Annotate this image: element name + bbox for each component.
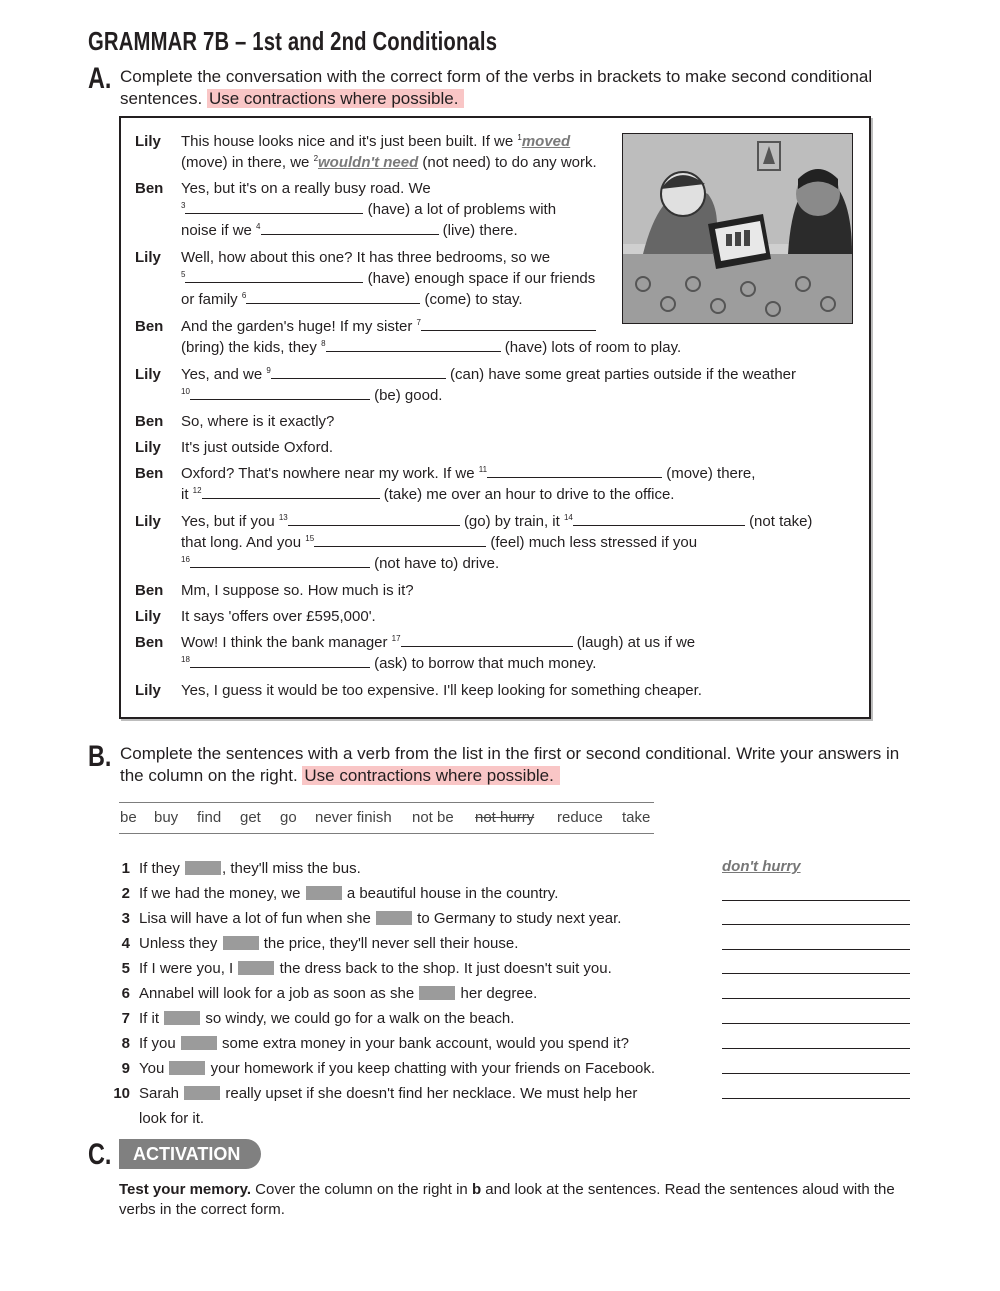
section-c-letter: C. — [88, 1138, 112, 1171]
answer-2: wouldn't need — [318, 154, 419, 171]
text: Annabel will look for a job as soon as she — [139, 985, 415, 1002]
text: (take) me over an hour to drive to the office. — [383, 486, 675, 503]
answer-line-9[interactable] — [722, 1072, 910, 1074]
text-bold: b — [471, 1181, 482, 1198]
speaker-label: Ben — [135, 465, 164, 482]
speaker-label: Ben — [135, 582, 164, 599]
question-text — [139, 956, 612, 981]
blank-9[interactable] — [271, 364, 446, 379]
text: the dress back to the shop. It just doesn't suit you. — [279, 960, 612, 977]
text: the price, they'll never sell their house. — [263, 935, 519, 952]
text: really upset if she doesn't find her necklace. We must help her — [225, 1085, 638, 1102]
text: (have) a lot of problems with — [367, 201, 557, 218]
verb-gap — [164, 1011, 200, 1025]
question-number: 5 — [121, 960, 130, 977]
text: Yes, but it's on a really busy road. We — [181, 180, 431, 197]
blank-18[interactable] — [190, 653, 370, 668]
verb-gap — [185, 861, 221, 875]
word-list-item: take — [622, 809, 651, 826]
speaker-label: Ben — [135, 318, 164, 335]
turn-text: So, where is it exactly? — [181, 413, 335, 430]
answer-line-10[interactable] — [722, 1097, 910, 1099]
text: that long. And you — [181, 534, 302, 551]
question-text — [139, 1056, 655, 1081]
question-text — [139, 881, 558, 906]
text: (go) by train, it — [463, 513, 560, 530]
text: Yes, and we — [181, 366, 263, 383]
word-list-item-crossed: not hurry — [475, 809, 535, 826]
question-number: 6 — [121, 985, 130, 1002]
word-list-box — [119, 802, 654, 834]
blank-3[interactable] — [185, 199, 363, 214]
text: (ask) to borrow that much money. — [374, 655, 597, 672]
turn-text: Yes, I guess it would be too expensive. I'll keep looking for something cheaper. — [181, 682, 702, 699]
text: so windy, we could go for a walk on the beach. — [205, 1010, 515, 1027]
text: noise if we — [181, 222, 252, 239]
speaker-label: Lily — [135, 513, 161, 530]
word-list-item: be — [120, 809, 137, 826]
text: Sarah — [139, 1085, 180, 1102]
verb-gap — [238, 961, 274, 975]
blank-5[interactable] — [185, 268, 363, 283]
question-text — [139, 1031, 629, 1056]
text: , they'll miss the bus. — [222, 860, 361, 877]
verb-gap — [306, 886, 342, 900]
verb-gap — [223, 936, 259, 950]
item-number: 9 — [266, 366, 271, 375]
question-number: 4 — [121, 935, 130, 952]
section-b-instruction — [120, 743, 900, 787]
text: (move) there, — [666, 465, 756, 482]
couple-with-tablet-illustration — [622, 133, 853, 324]
item-number: 2 — [313, 154, 319, 163]
blank-8[interactable] — [326, 337, 501, 352]
answer-line-3[interactable] — [722, 923, 910, 925]
item-number: 4 — [256, 222, 261, 231]
section-b-instruction-text: Complete the sentences with a verb from the list in the first or second conditional. Write your answers in the column on the right. — [120, 744, 900, 785]
word-list-item: not be — [412, 809, 454, 826]
text: Wow! I think the bank manager — [181, 634, 388, 651]
question-number: 3 — [121, 910, 130, 927]
speaker-label: Ben — [135, 180, 164, 197]
text: Oxford? That's nowhere near my work. If we — [181, 465, 475, 482]
question-text — [139, 1006, 514, 1031]
word-list-item: buy — [154, 809, 179, 826]
text: (have) lots of room to play. — [504, 339, 682, 356]
text: Cover the column on the right in — [255, 1181, 468, 1198]
text: Lisa will have a lot of fun when she — [139, 910, 371, 927]
text: (not have to) drive. — [374, 555, 500, 572]
turn-text: It's just outside Oxford. — [181, 439, 334, 456]
section-c-text — [119, 1180, 899, 1220]
question-text — [139, 1081, 637, 1106]
question-text — [139, 906, 621, 931]
verb-gap — [184, 1086, 220, 1100]
speaker-label: Lily — [135, 682, 161, 699]
answer-line-6[interactable] — [722, 997, 910, 999]
blank-11[interactable] — [487, 463, 662, 478]
text: (not take) — [749, 513, 813, 530]
text: (move) in there, we — [181, 154, 310, 171]
speaker-label: Ben — [135, 413, 164, 430]
turn-text — [181, 131, 597, 173]
blank-6[interactable] — [246, 289, 420, 304]
question-number: 2 — [121, 885, 130, 902]
question-text — [139, 981, 537, 1006]
text: Well, how about this one? It has three bedrooms, so we — [181, 249, 551, 266]
turn-text: Mm, I suppose so. How much is it? — [181, 582, 414, 599]
text: her degree. — [460, 985, 538, 1002]
verb-gap — [376, 911, 412, 925]
dialogue-box — [119, 116, 871, 719]
blank-13[interactable] — [288, 511, 460, 526]
item-number: 5 — [181, 270, 186, 279]
text: (feel) much less stressed if you — [490, 534, 698, 551]
item-number: 8 — [321, 339, 326, 348]
word-list-item: find — [197, 809, 222, 826]
item-number: 10 — [181, 387, 190, 396]
section-b-letter: B. — [88, 740, 112, 773]
text: (can) have some great parties outside if the weather — [449, 366, 797, 383]
text: And the garden's huge! If my sister — [181, 318, 413, 335]
text: (laugh) at us if we — [576, 634, 696, 651]
text: You — [139, 1060, 165, 1077]
section-a-letter: A. — [88, 62, 112, 95]
item-number: 17 — [391, 634, 401, 643]
answer-line-7[interactable] — [722, 1022, 910, 1024]
item-number: 14 — [563, 513, 573, 522]
example-answer: don't hurry — [722, 858, 801, 875]
turn-text: It says 'offers over £595,000'. — [181, 608, 376, 625]
text: (not need) to do any work. — [422, 154, 597, 171]
turn-text — [181, 511, 812, 574]
item-number: 16 — [181, 555, 190, 564]
text: your homework if you keep chatting with your friends on Facebook. — [210, 1060, 656, 1077]
question-text — [139, 931, 518, 956]
turn-text — [181, 178, 556, 241]
item-number: 1 — [517, 133, 522, 142]
answer-line-2[interactable] — [722, 899, 910, 901]
item-number: 13 — [278, 513, 288, 522]
text: If it — [139, 1010, 160, 1027]
text: (bring) the kids, they — [181, 339, 317, 356]
word-list-item: never finish — [315, 809, 392, 826]
answer-line-4[interactable] — [722, 948, 910, 950]
text: (be) good. — [374, 387, 443, 404]
blank-4[interactable] — [261, 220, 439, 235]
question-number: 7 — [121, 1010, 130, 1027]
section-b-highlight: Use contractions where possible. — [302, 766, 559, 785]
turn-text — [181, 463, 755, 505]
text: (have) enough space if our friends — [367, 270, 596, 287]
text: to Germany to study next year. — [417, 910, 622, 927]
blank-12[interactable] — [202, 484, 380, 499]
text: it — [181, 486, 189, 503]
turn-text — [181, 632, 695, 674]
answer-1: moved — [521, 133, 571, 150]
question-text: look for it. — [139, 1110, 205, 1127]
section-a-highlight: Use contractions where possible. — [207, 89, 464, 108]
answer-line-8[interactable] — [722, 1047, 910, 1049]
text: If I were you, I — [139, 960, 234, 977]
text: or family — [181, 291, 238, 308]
question-number: 1 — [121, 860, 130, 877]
text: a beautiful house in the country. — [346, 885, 559, 902]
word-list-item: go — [280, 809, 297, 826]
blank-15[interactable] — [314, 532, 486, 547]
question-number: 9 — [121, 1060, 130, 1077]
turn-text — [181, 247, 595, 310]
section-a-instruction-text: Complete the conversation with the correct form of the verbs in brackets to make second conditional sentences. — [120, 67, 873, 108]
text: If we had the money, we — [139, 885, 301, 902]
question-number: 10 — [113, 1085, 130, 1102]
text-bold: Test your memory. — [119, 1181, 251, 1198]
text: This house looks nice and it's just been built. If we — [181, 133, 514, 150]
speaker-label: Lily — [135, 608, 161, 625]
answer-line-5[interactable] — [722, 972, 910, 974]
text: and look at the sentences. Read the sentences aloud with the verbs in the correct form. — [119, 1181, 895, 1218]
question-number: 8 — [121, 1035, 130, 1052]
blank-14[interactable] — [573, 511, 745, 526]
item-number: 6 — [241, 291, 247, 300]
activation-badge: ACTIVATION — [119, 1139, 261, 1169]
word-list-item: reduce — [557, 809, 603, 826]
item-number: 15 — [305, 534, 315, 543]
worksheet-title: GRAMMAR 7B – 1st and 2nd Conditionals — [88, 26, 498, 56]
question-text — [139, 856, 361, 881]
speaker-label: Lily — [135, 249, 161, 266]
verb-gap — [419, 986, 455, 1000]
text: If you — [139, 1035, 176, 1052]
blank-17[interactable] — [401, 632, 573, 647]
verb-gap — [169, 1061, 205, 1075]
item-number: 11 — [478, 465, 488, 474]
word-list-item: get — [240, 809, 261, 826]
text: (live) there. — [442, 222, 518, 239]
blank-16[interactable] — [190, 553, 370, 568]
text: Yes, but if you — [181, 513, 275, 530]
speaker-label: Ben — [135, 634, 164, 651]
item-number: 12 — [192, 486, 202, 495]
text: (come) to stay. — [424, 291, 523, 308]
text: some extra money in your bank account, would you spend it? — [222, 1035, 629, 1052]
item-number: 7 — [416, 318, 421, 327]
speaker-label: Lily — [135, 366, 161, 383]
item-number: 3 — [181, 201, 186, 210]
blank-7[interactable] — [421, 316, 596, 331]
verb-gap — [181, 1036, 217, 1050]
text: If they — [139, 860, 180, 877]
blank-10[interactable] — [190, 385, 370, 400]
text: Unless they — [139, 935, 218, 952]
section-a-instruction — [120, 66, 900, 110]
speaker-label: Lily — [135, 439, 161, 456]
turn-text — [181, 316, 681, 358]
item-number: 18 — [181, 655, 190, 664]
speaker-label: Lily — [135, 133, 161, 150]
turn-text — [181, 364, 796, 406]
